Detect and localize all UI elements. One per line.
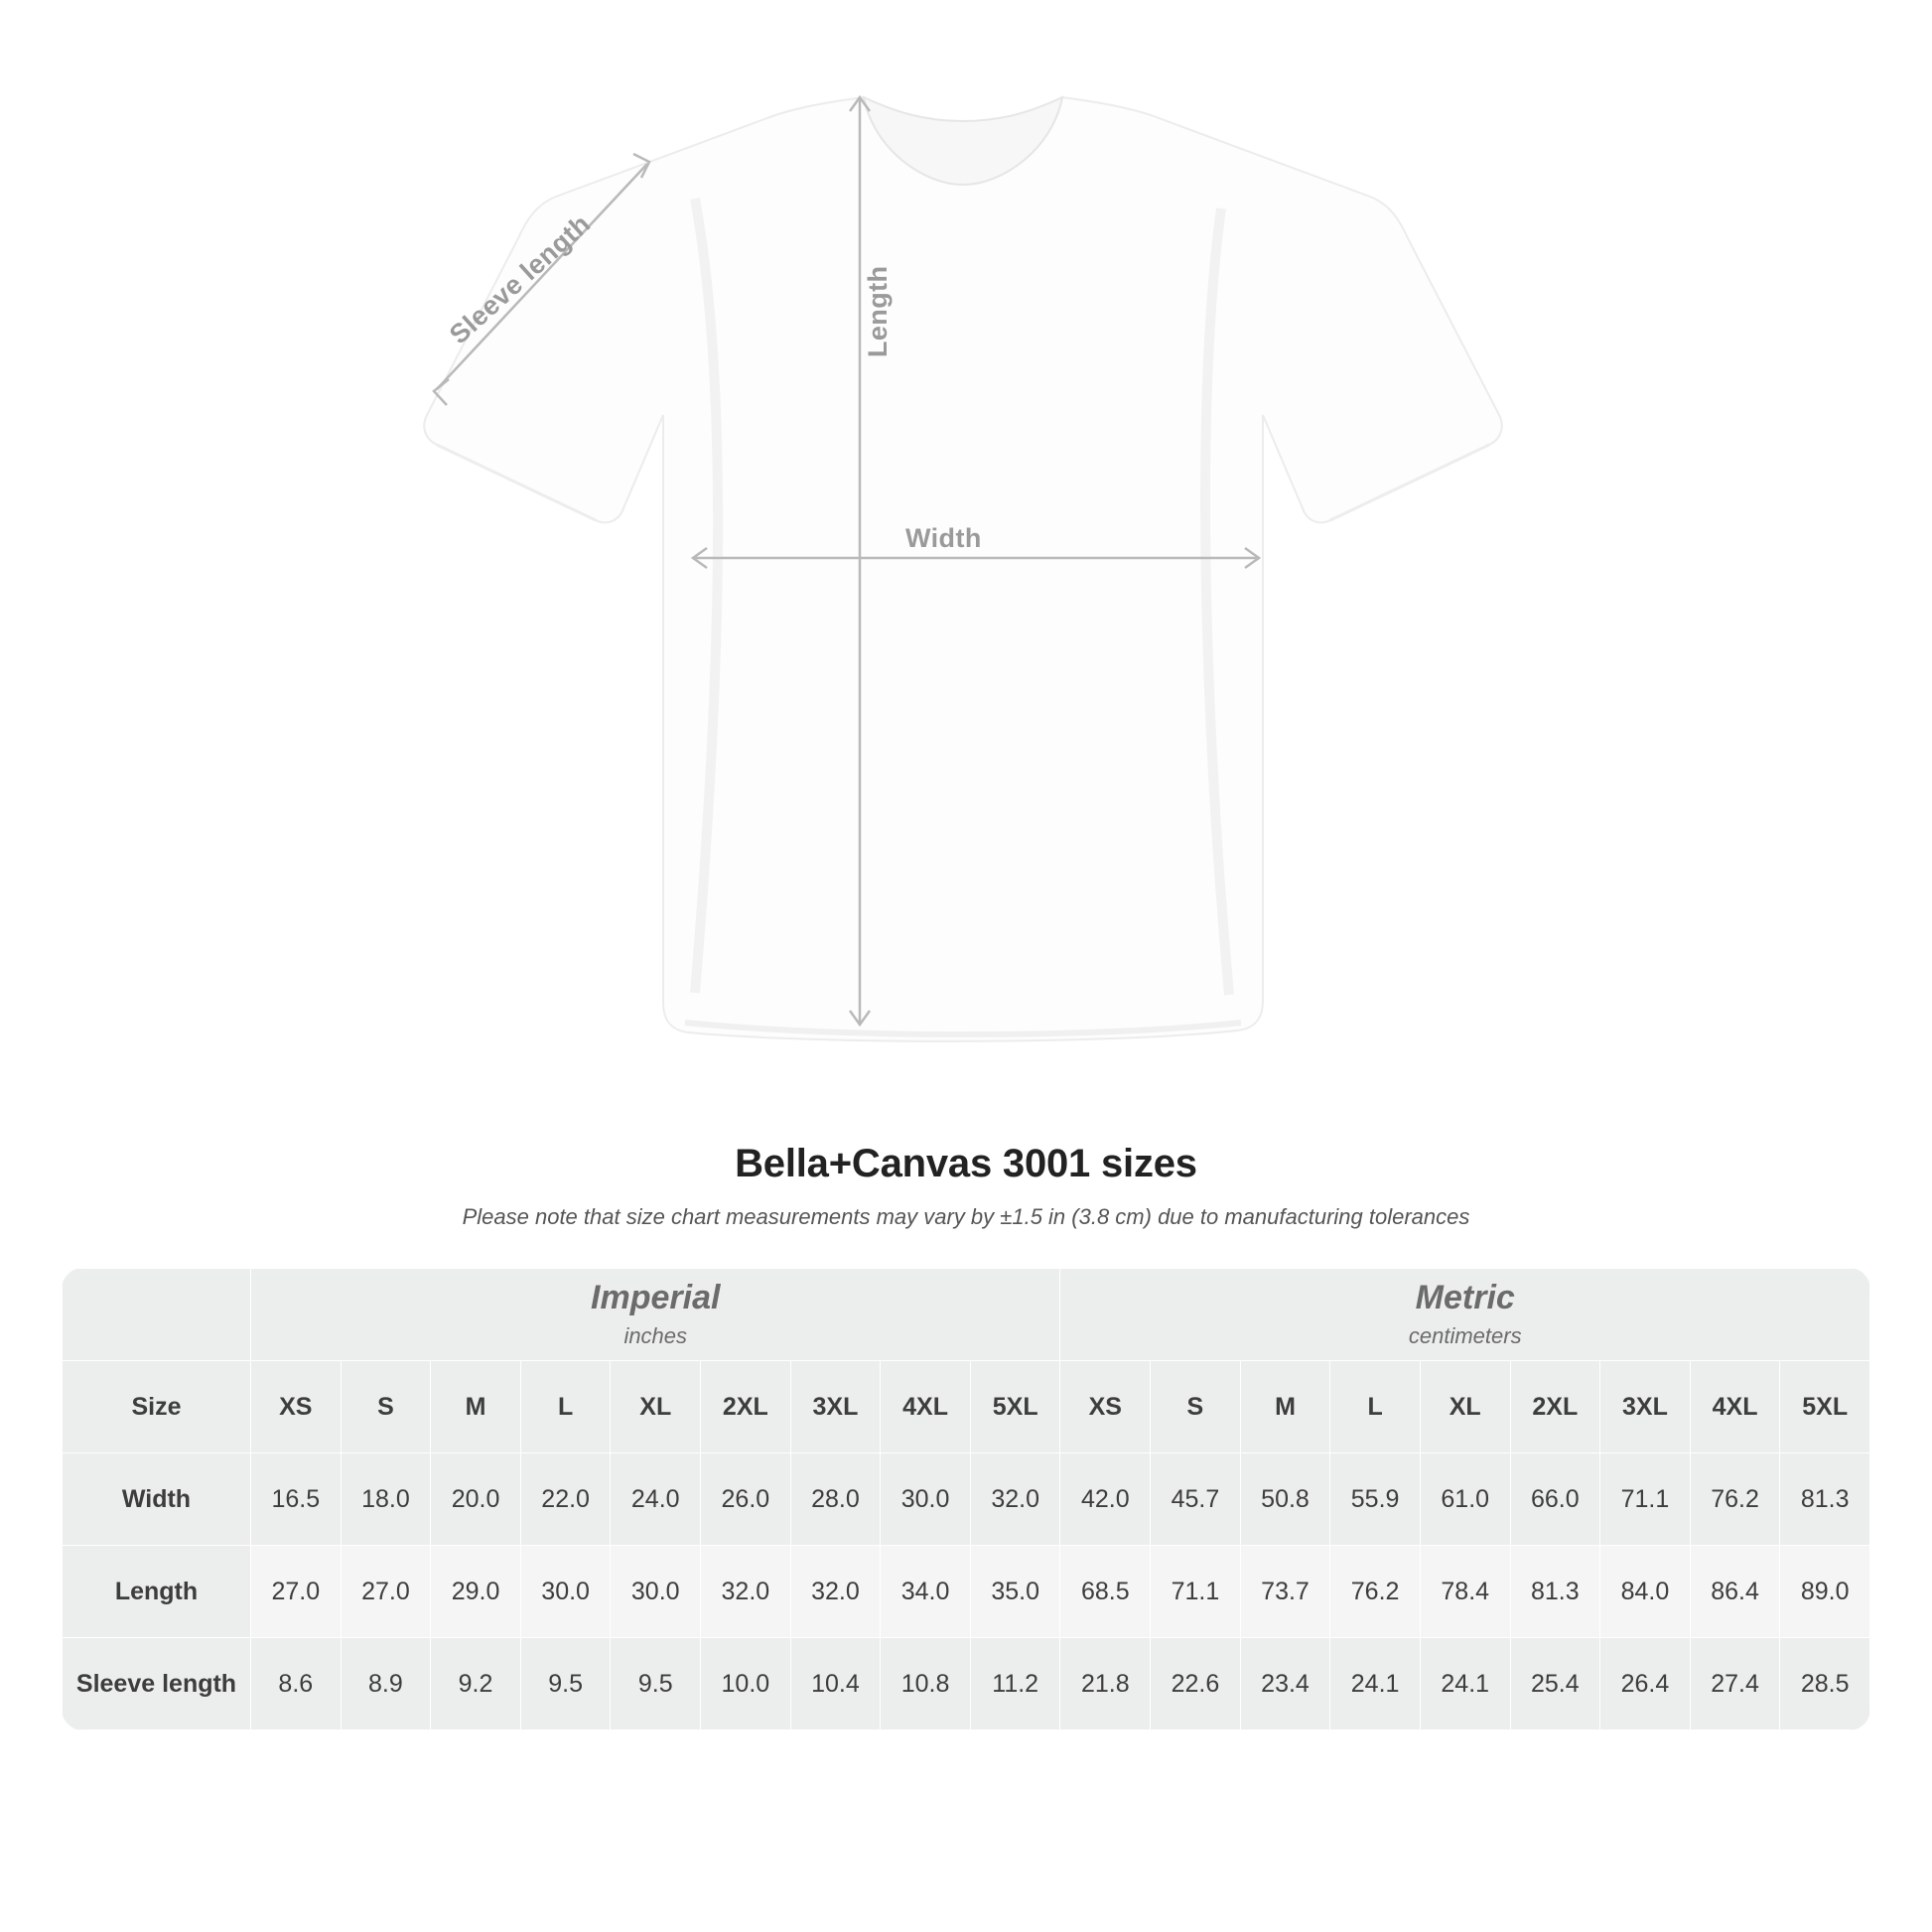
size-header-cell: L: [520, 1361, 611, 1453]
unit-header-spacer: [63, 1269, 251, 1361]
measurement-cell: 26.0: [701, 1453, 791, 1546]
measurement-cell: 27.4: [1690, 1638, 1780, 1730]
unit-name: Imperial: [591, 1279, 721, 1317]
measurement-cell: 9.5: [611, 1638, 701, 1730]
row-label: Width: [63, 1453, 251, 1546]
measurement-cell: 42.0: [1060, 1453, 1151, 1546]
measurement-cell: 28.0: [790, 1453, 881, 1546]
label-length: Length: [863, 265, 893, 357]
measurement-cell: 86.4: [1690, 1546, 1780, 1638]
label-width: Width: [905, 523, 982, 553]
measurement-cell: 32.0: [970, 1453, 1060, 1546]
measurement-cell: 84.0: [1600, 1546, 1691, 1638]
measurement-cell: 23.4: [1240, 1638, 1330, 1730]
measurement-cell: 50.8: [1240, 1453, 1330, 1546]
title-block: [0, 1142, 1932, 1230]
measurement-cell: 11.2: [970, 1638, 1060, 1730]
measurement-cell: 32.0: [790, 1546, 881, 1638]
size-header-cell: S: [1151, 1361, 1241, 1453]
measurement-cell: 27.0: [251, 1546, 342, 1638]
size-header-cell: 3XL: [790, 1361, 881, 1453]
size-header-cell: 3XL: [1600, 1361, 1691, 1453]
measurement-cell: 30.0: [520, 1546, 611, 1638]
measurement-cell: 61.0: [1420, 1453, 1510, 1546]
measurement-cell: 81.3: [1780, 1453, 1870, 1546]
size-header-cell: XL: [611, 1361, 701, 1453]
size-header-cell: 2XL: [1510, 1361, 1600, 1453]
size-header-cell: XS: [251, 1361, 342, 1453]
unit-header-row: [63, 1269, 1870, 1361]
measurement-cell: 8.9: [341, 1638, 431, 1730]
measurement-cell: 20.0: [431, 1453, 521, 1546]
measurement-cell: 30.0: [881, 1453, 971, 1546]
size-header-cell: 4XL: [881, 1361, 971, 1453]
size-header-cell: M: [1240, 1361, 1330, 1453]
measurement-cell: 35.0: [970, 1546, 1060, 1638]
measurement-cell: 18.0: [341, 1453, 431, 1546]
size-header-cell: 5XL: [970, 1361, 1060, 1453]
unit-name: Metric: [1415, 1279, 1515, 1317]
measurement-cell: 66.0: [1510, 1453, 1600, 1546]
table-row: [63, 1453, 1870, 1546]
measurement-cell: 76.2: [1330, 1546, 1421, 1638]
measurement-cell: 22.0: [520, 1453, 611, 1546]
measurement-cell: 24.0: [611, 1453, 701, 1546]
measurement-cell: 34.0: [881, 1546, 971, 1638]
measurement-cell: 22.6: [1151, 1638, 1241, 1730]
measurement-cell: 71.1: [1600, 1453, 1691, 1546]
size-header-cell: 4XL: [1690, 1361, 1780, 1453]
measurement-cell: 32.0: [701, 1546, 791, 1638]
measurement-cell: 24.1: [1330, 1638, 1421, 1730]
size-header-cell: XS: [1060, 1361, 1151, 1453]
measurement-cell: 25.4: [1510, 1638, 1600, 1730]
measurement-cell: 78.4: [1420, 1546, 1510, 1638]
size-header-cell: L: [1330, 1361, 1421, 1453]
unit-subtitle: centimeters: [1408, 1322, 1522, 1348]
measurement-cell: 26.4: [1600, 1638, 1691, 1730]
size-table: [62, 1268, 1870, 1730]
page-title: Bella+Canvas 3001 sizes: [735, 1142, 1197, 1185]
measurement-cell: 55.9: [1330, 1453, 1421, 1546]
unit-header-metric: [1060, 1269, 1870, 1361]
measurement-cell: 28.5: [1780, 1638, 1870, 1730]
measurement-cell: 8.6: [251, 1638, 342, 1730]
size-table-wrapper: [62, 1268, 1870, 1730]
measurement-cell: 30.0: [611, 1546, 701, 1638]
size-header-cell: XL: [1420, 1361, 1510, 1453]
size-header-label: Size: [63, 1361, 251, 1453]
measurement-cell: 81.3: [1510, 1546, 1600, 1638]
measurement-cell: 89.0: [1780, 1546, 1870, 1638]
unit-subtitle: inches: [623, 1322, 688, 1348]
measurement-cell: 45.7: [1151, 1453, 1241, 1546]
measurement-cell: 71.1: [1151, 1546, 1241, 1638]
tolerance-note: Please note that size chart measurements may vary by ±1.5 in (3.8 cm) due to manufacturing tolerances: [462, 1204, 1470, 1229]
size-header-row: [63, 1361, 1870, 1453]
row-label: Sleeve length: [63, 1638, 251, 1730]
measurement-cell: 16.5: [251, 1453, 342, 1546]
measurement-cell: 10.0: [701, 1638, 791, 1730]
label-sleeve-length: Sleeve length: [444, 208, 597, 350]
size-header-cell: S: [341, 1361, 431, 1453]
measurement-cell: 9.5: [520, 1638, 611, 1730]
measurement-cell: 68.5: [1060, 1546, 1151, 1638]
size-header-cell: 2XL: [701, 1361, 791, 1453]
measurement-cell: 24.1: [1420, 1638, 1510, 1730]
table-row: [63, 1546, 1870, 1638]
measurement-cell: 27.0: [341, 1546, 431, 1638]
size-header-cell: M: [431, 1361, 521, 1453]
measurement-cell: 73.7: [1240, 1546, 1330, 1638]
row-label: Length: [63, 1546, 251, 1638]
measurement-cell: 9.2: [431, 1638, 521, 1730]
measurement-cell: 10.4: [790, 1638, 881, 1730]
measurement-cell: 29.0: [431, 1546, 521, 1638]
measurement-cell: 21.8: [1060, 1638, 1151, 1730]
measurement-cell: 10.8: [881, 1638, 971, 1730]
measurement-cell: 76.2: [1690, 1453, 1780, 1546]
unit-header-imperial: [251, 1269, 1060, 1361]
size-header-cell: 5XL: [1780, 1361, 1870, 1453]
table-row: [63, 1638, 1870, 1730]
